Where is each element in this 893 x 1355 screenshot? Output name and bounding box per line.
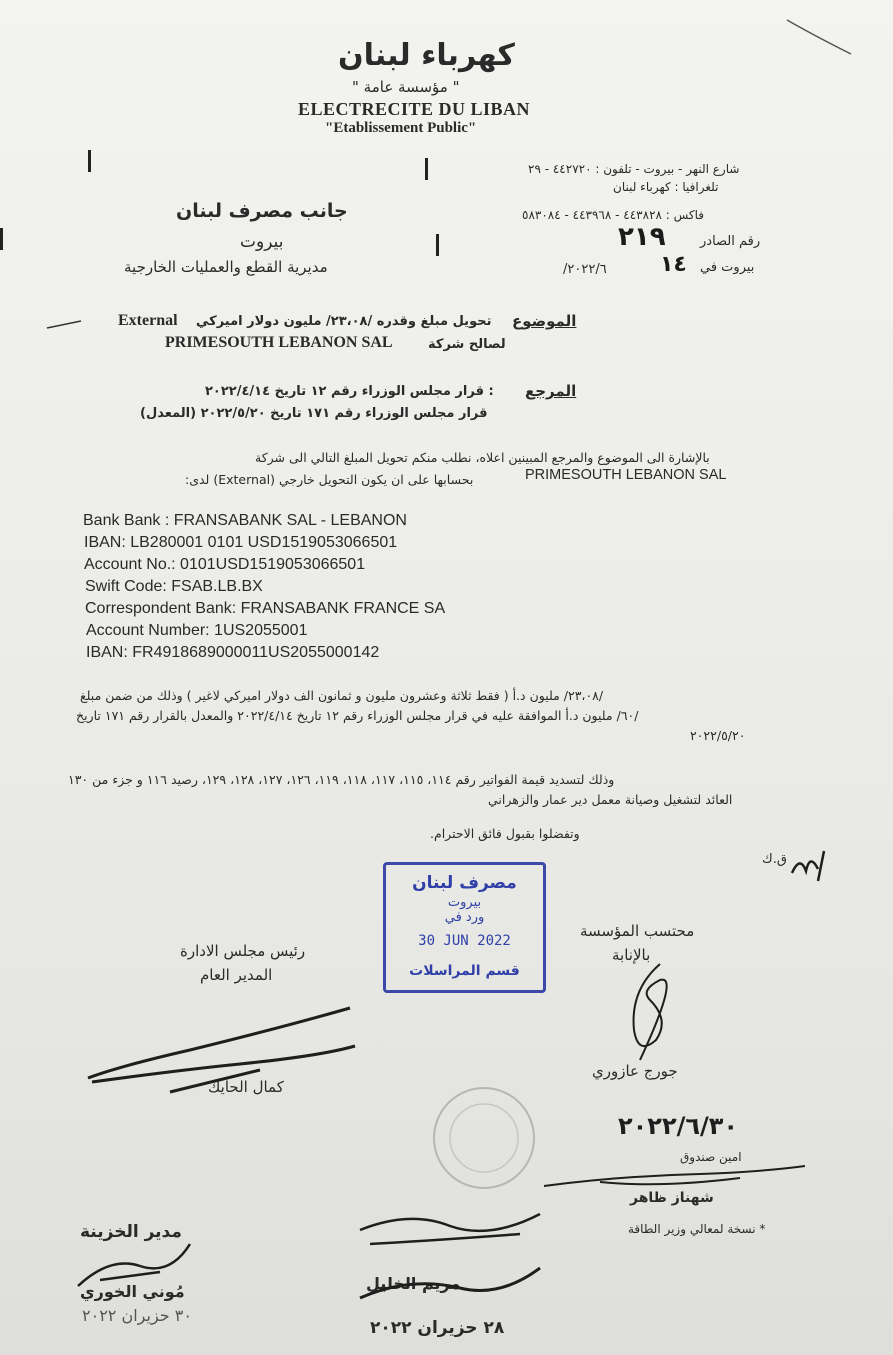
bracket-mark [88,150,91,172]
handnote-date: ٢٠٢٢/٦/٣٠ [618,1112,739,1140]
issue-date-label: بيروت في [700,260,755,275]
chairman-title: رئيس مجلس الادارة [180,942,306,960]
intro-line1: بالإشارة الى الموضوع والمرجع المبينين اعلاه، نطلب منكم تحويل المبلغ التالي الى شركة [255,450,710,465]
amount-line1: /٢٣،٠٨/ مليون د.أ ( فقط ثلاثة وعشرون مليون و ثمانون الف دولار اميركي لاغير ) وذلك من ضمن مبلغ [80,688,604,703]
stamp-line2: بيروت [447,895,482,910]
pen-mark [785,18,855,58]
issue-number-label: رقم الصادر [700,234,761,249]
stamp-line4: قسم المراسلات [409,963,520,979]
subject-line2-en: PRIMESOUTH LEBANON SAL [165,334,393,351]
bank-detail-line: Correspondent Bank: FRANSABANK FRANCE SA [85,600,446,617]
issue-number-value: ٢١٩ [618,222,666,252]
institution-seal [420,1078,550,1198]
treasury-date: ٣٠ حزيران ٢٠٢٢ [82,1306,192,1325]
stamp-date: 30 JUN 2022 [418,933,511,949]
bottom-date: ٢٨ حزيران ٢٠٢٢ [370,1318,505,1338]
bracket-mark [425,158,428,180]
accountant-sub: بالإنابة [612,946,651,964]
invoices-line1: وذلك لتسديد قيمة الفواتير رقم ١١٤، ١١٥، ١١٧، ١١٨، ١١٩، ١٢٦، ١٢٧، ١٢٨، ١٢٩، رصيد ١١٦ و جزء من ١٣٠ [68,772,615,787]
chairman-name: كمال الحايك [208,1078,284,1096]
subject-label: الموضوع [512,312,577,330]
middle-signature [350,1200,550,1260]
contact-fax: فاكس : ٤٤٣٨٢٨ - ٤٤٣٩٦٨ - ٥٨٣٠٨٤ [522,208,705,222]
cashier-label: امين صندوق [680,1150,742,1164]
recipient-dept: مديرية القطع والعمليات الخارجية [124,258,328,276]
bottom-name: مريم الخليل [366,1274,461,1293]
bank-detail-line: Account No.: 0101USD1519053066501 [84,556,366,573]
accountant-title: محتسب المؤسسة [580,922,695,940]
chairman-sub: المدير العام [200,966,273,984]
reference-line1: : قرار مجلس الوزراء رقم ١٢ تاريخ ٢٠٢٢/٤/١٤ [205,384,494,399]
bracket-mark [0,228,3,250]
handnote-ok: ق.ك [762,852,787,867]
accountant-signature [600,960,700,1070]
bank-detail-line: Account Number: 1US2055001 [86,622,308,639]
recipient-city: بيروت [240,232,284,252]
subject-line1: تحويل مبلغ وقدره /٢٣،٠٨/ مليون دولار اميركي [196,314,492,329]
letterhead-french-sub: "Etablissement Public" [325,120,477,136]
subject-line2: لصالح شركة [428,337,506,352]
intro-line2-en: PRIMESOUTH LEBANON SAL [525,467,727,483]
handnote-scribble [788,845,833,885]
contact-telegraph: تلغرافيا : كهرباء لبنان [613,180,719,194]
bank-detail-line: Bank Bank : FRANSABANK SAL - LEBANON [83,512,407,529]
amount-line3: ٢٠٢٢/٥/٢٠ [690,728,746,743]
issue-date-rest: ٢٠٢٢/٦/ [563,262,607,277]
reference-label: المرجع [525,382,577,400]
treasury-name: مُوني الخوري [80,1282,185,1301]
letterhead-arabic-sub: " مؤسسة عامة " [352,78,460,96]
stamp-line3: ورد في [444,910,485,925]
bank-detail-line: Swift Code: FSAB.LB.BX [85,578,263,595]
bottom-signature [350,1258,550,1318]
pen-mark [45,318,85,332]
cashier-name: شهناز ظاهر [630,1190,714,1206]
bank-detail-line: IBAN: LB280001 0101 USD1519053066501 [84,534,398,551]
treasury-title: مدير الخزينة [80,1222,182,1242]
contact-address: شارع النهر - بيروت - تلفون : ٤٤٢٧٢٠ - ٢٩ [528,162,740,176]
accountant-name: جورج عازوري [592,1062,678,1080]
intro-line2-ar: بحسابها على ان يكون التحويل خارجي (External) لدى: [185,472,474,487]
letterhead-arabic-name: كهرباء لبنان [338,38,515,73]
reference-line2: قرار مجلس الوزراء رقم ١٧١ تاريخ ٢٠٢٢/٥/٢٠ (المعدل) [140,406,488,421]
issue-date-value: ١٤ [660,252,687,277]
closing-text: وتفضلوا بقبول فائق الاحترام. [430,826,580,841]
recipient-name: جانب مصرف لبنان [176,200,348,222]
letterhead-french-name: ELECTRECITE DU LIBAN [298,99,531,119]
stamp-line1: مصرف لبنان [412,873,517,893]
bank-detail-line: IBAN: FR4918689000011US2055000142 [86,644,380,661]
amount-line2: /٦٠/ مليون د.أ الموافقة عليه في قرار مجلس الوزراء رقم ١٢ تاريخ ٢٠٢٢/٤/١٤ والمعدل بالقرار رقم ١٧١ تاريخ [76,708,639,723]
copy-note: * نسخة لمعالي وزير الطاقة [628,1222,766,1236]
subject-line1-en: External [118,312,178,329]
invoices-line2: العائد لتشغيل وصيانة معمل دير عمار والزهراني [488,792,733,807]
bracket-mark [436,234,439,256]
received-stamp [383,862,546,993]
